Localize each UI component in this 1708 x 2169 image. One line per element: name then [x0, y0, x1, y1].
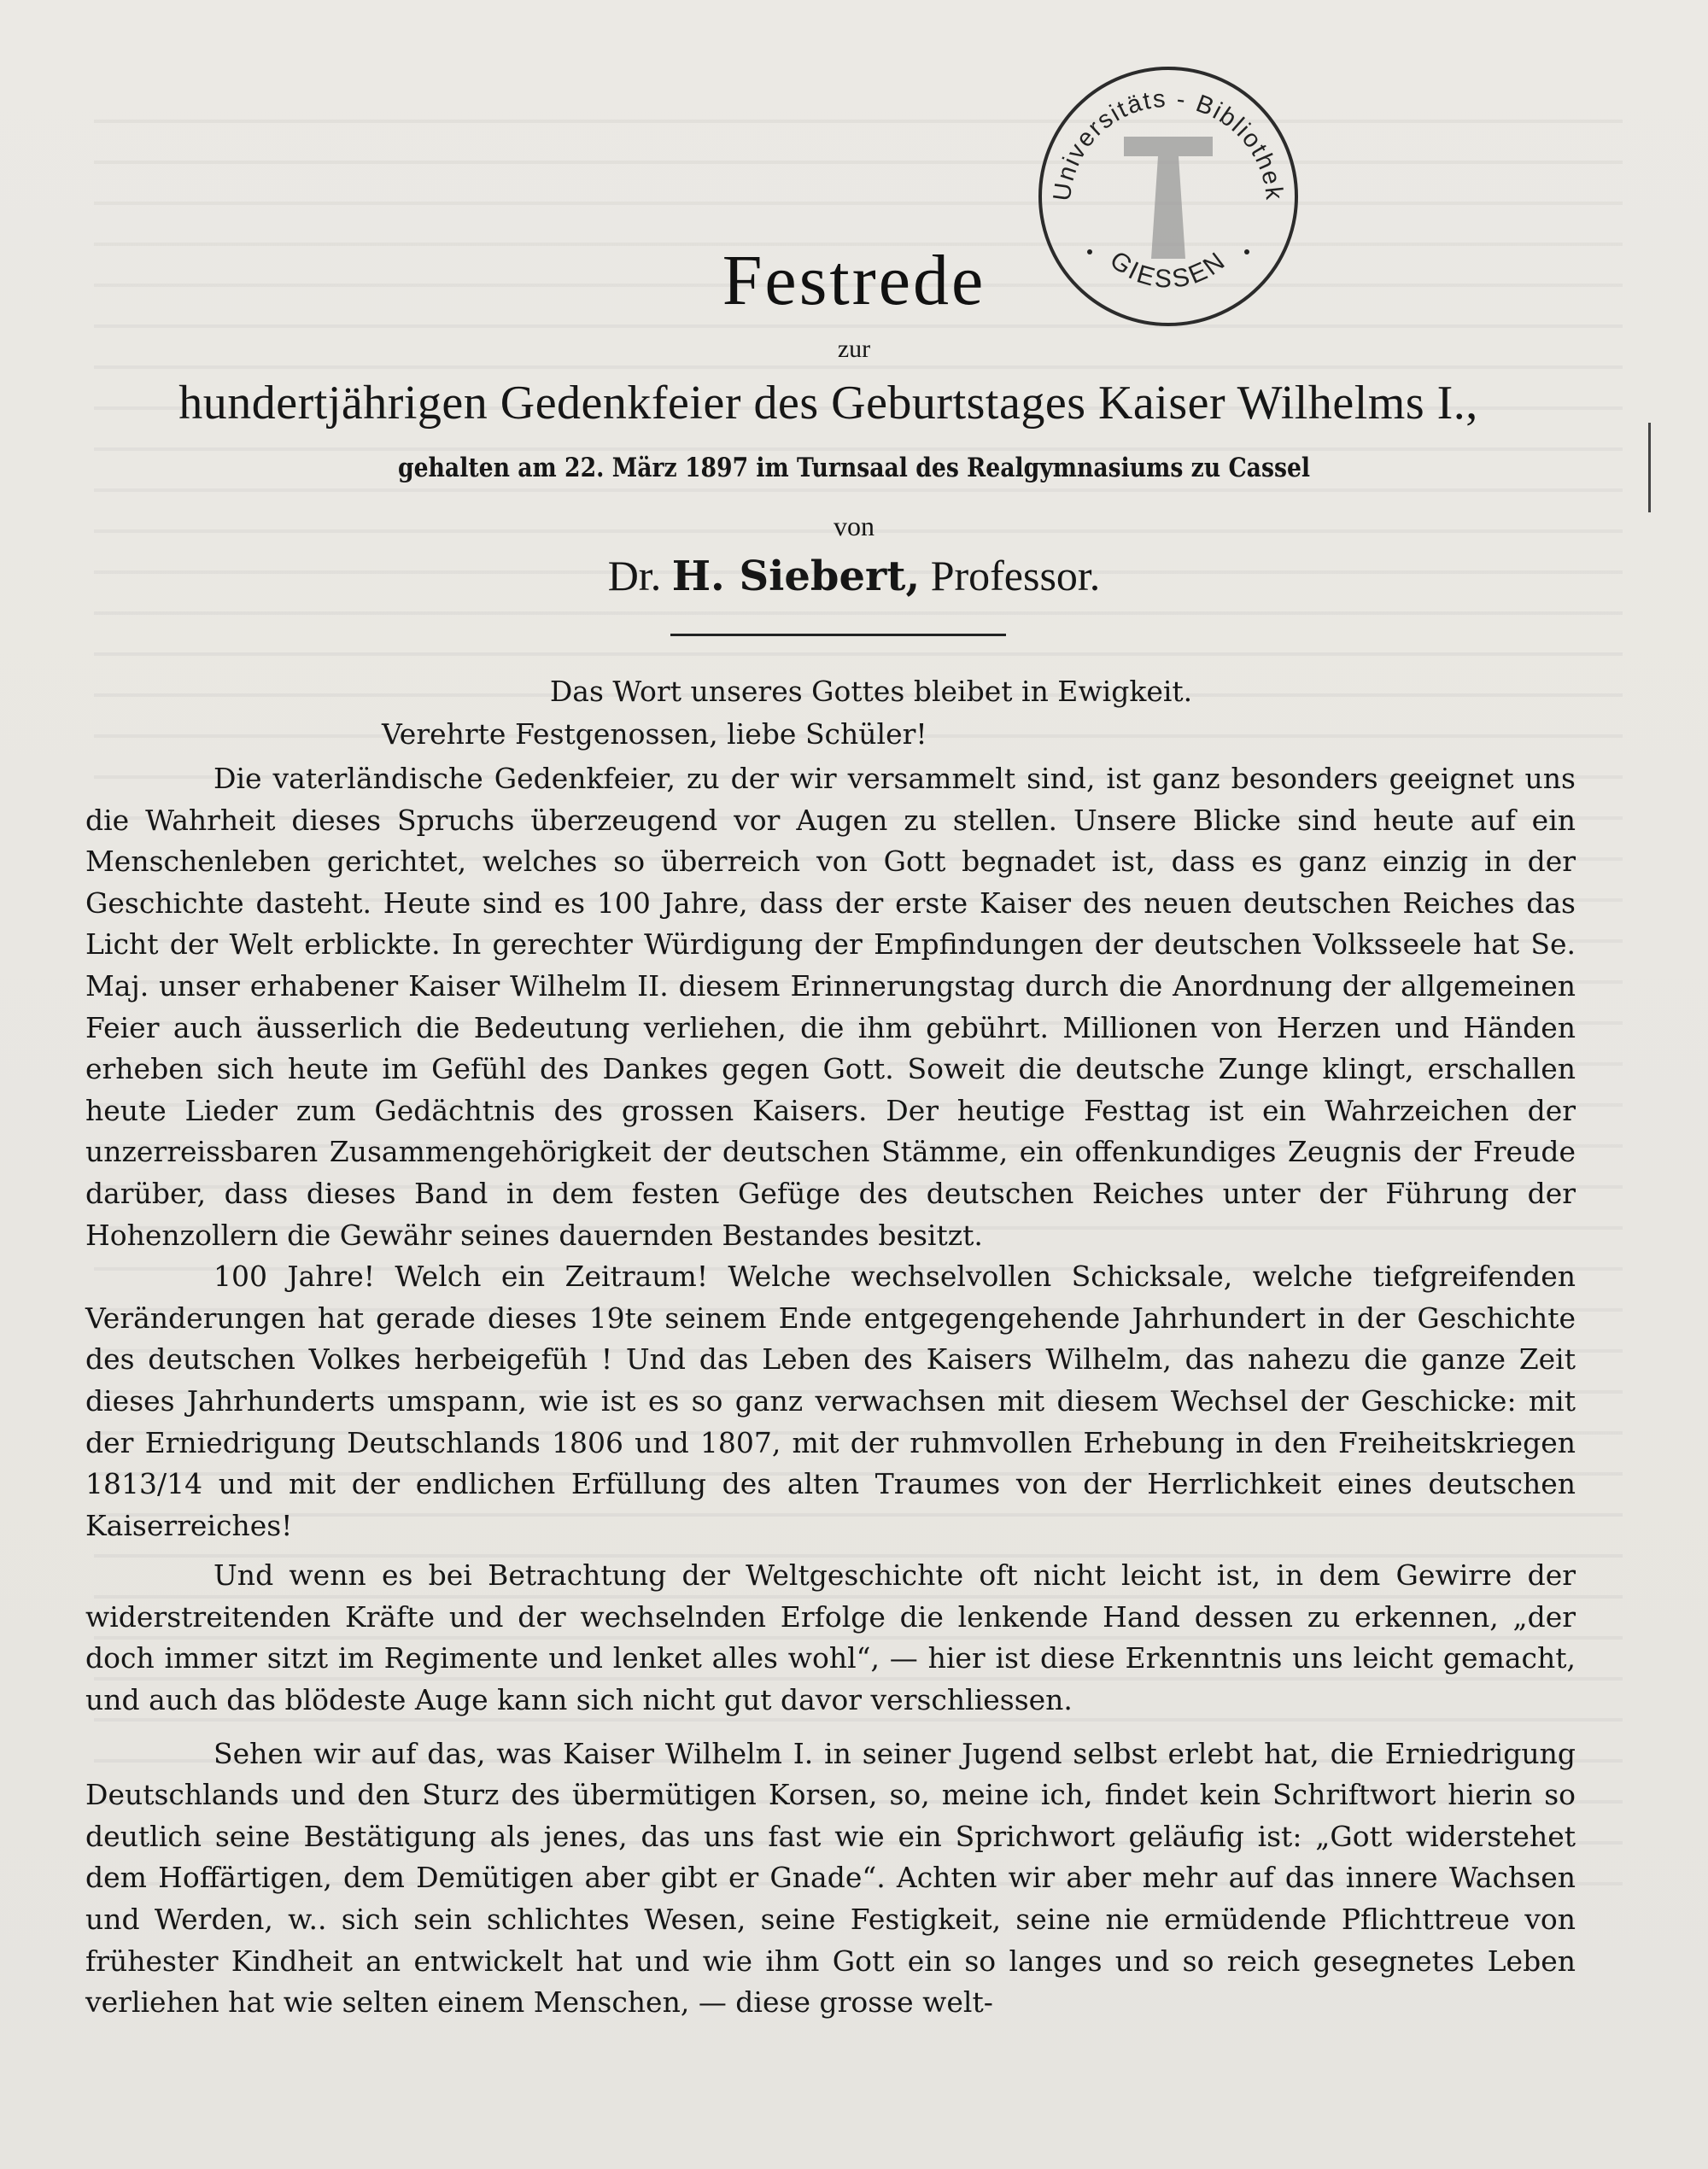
- stamp-top-text: Universitäts - Bibliothek: [1048, 85, 1289, 203]
- paragraph: Sehen wir auf das, was Kaiser Wilhelm I. in seiner Jugend selbst erlebt hat, die Erniedrigung Deutschlands und den Sturz des übermütigen Korsen, so, meine ich, findet kein Schriftwort hierin so deutlich seine Bestätigung als jenes, das uns fast wie ein Sprichwort geläufig ist: „Gott widerstehet dem Hoffärtigen, dem Demütigen aber gibt er Gnade“. Achten wir aber mehr auf das innere Wachsen und Werden, w.. sich sein schlichtes Wesen, seine Festigkeit, seine nie ermüdende Pflichttreue von frühester Kindheit an entwickelt hat und wie ihm Gott ein so langes und so reich gesegnetes Leben verliehen hat wie selten einem Menschen, — diese grosse welt-: [85, 1736, 1576, 2020]
- occasion-line: gehalten am 22. März 1897 im Turnsaal des Realgymnasiums zu Cassel: [397, 453, 1311, 483]
- paragraph: Und wenn es bei Betrachtung der Weltgeschichte oft nicht leicht ist, in dem Gewirre der widerstreitenden Kräfte und der wechselnden Erfolge die lenkende Hand dessen zu erkennen, „der doch immer sitzt im Regimente und lenket alles wohl“, — hier ist diese Erkenntnis uns leicht gemacht, und auch das blödeste Auge kann sich nicht gut davor verschliessen.: [85, 1558, 1576, 1717]
- speech-subtitle: hundertjährigen Gedenkfeier des Geburtstages Kaiser Wilhelms I.,: [178, 377, 1478, 430]
- author-suffix: Professor.: [930, 552, 1101, 599]
- motto: Das Wort unseres Gottes bleibet in Ewigkeit.: [549, 675, 1193, 708]
- title-connector: zur: [837, 335, 871, 363]
- speech-title: Festrede: [722, 241, 986, 320]
- stamp-bottom-text: GIESSEN: [1104, 245, 1232, 294]
- divider-rule: [670, 634, 1006, 636]
- byline-connector: von: [834, 511, 874, 541]
- paragraph: 100 Jahre! Welch ein Zeitraum! Welche wechselvollen Schicksale, welche tiefgreifenden Veränderungen hat gerade dieses 19te seinem Ende entgegengehende Jahrhundert in der Geschichte des deutschen Volkes herbeigefüh ! Und das Leben des Kaisers Wilhelm, das nahezu die ganze Zeit dieses Jahrhunderts umspann, wie ist es so ganz verwachsen mit diesem Wechsel der Geschicke: mit der Erniedrigung Deutschlands 1806 und 1807, mit der ruhmvollen Erhebung in den Freiheitskriegen 1813/14 und mit der endlichen Erfüllung des alten Traumes von der Herrlichkeit eines deutschen Kaiserreiches!: [85, 1260, 1576, 1542]
- greeting: Verehrte Festgenossen, liebe Schüler!: [382, 717, 927, 751]
- author-line: [0, 551, 1708, 600]
- paragraph: Die vaterländische Gedenkfeier, zu der wir versammelt sind, ist ganz besonders geeignet uns die Wahrheit dieses Spruchs überzeugend vor Augen zu stellen. Unsere Blicke sind heute auf ein Menschenleben gerichtet, welches so überreich von Gott begnadet ist, dass es ganz einzig in der Geschichte dasteht. Heute sind es 100 Jahre, dass der erste Kaiser des neuen deutschen Reiches das Licht der Welt erblickte. In gerechter Würdigung der Empfindungen der deutschen Volksseele hat Se. Maj. unser erhabener Kaiser Wilhelm II. diesem Erinnerungstag durch die Anordnung der allgemeinen Feier auch äusserlich die Bedeutung verliehen, die ihm gebührt. Millionen von Herzen und Händen erheben sich heute im Gefühl des Dankes gegen Gott. Soweit die deutsche Zunge klingt, erschallen heute Lieder zum Gedächtnis des grossen Kaisers. Der heutige Festtag ist ein Wahrzeichen der unzerreissbaren Zusammengehörigkeit der deutschen Stämme, ein offenkundiges Zeugnis der Freude darüber, dass dieses Band in dem festen Gefüge des deutschen Reiches unter der Führung der Hohenzollern die Gewähr seines dauernden Bestandes besitzt.: [85, 762, 1576, 1252]
- margin-mark: [1648, 423, 1651, 512]
- speech-body: [85, 758, 1576, 2024]
- author-name: H. Siebert,: [671, 552, 921, 600]
- author-prefix: Dr.: [607, 552, 662, 599]
